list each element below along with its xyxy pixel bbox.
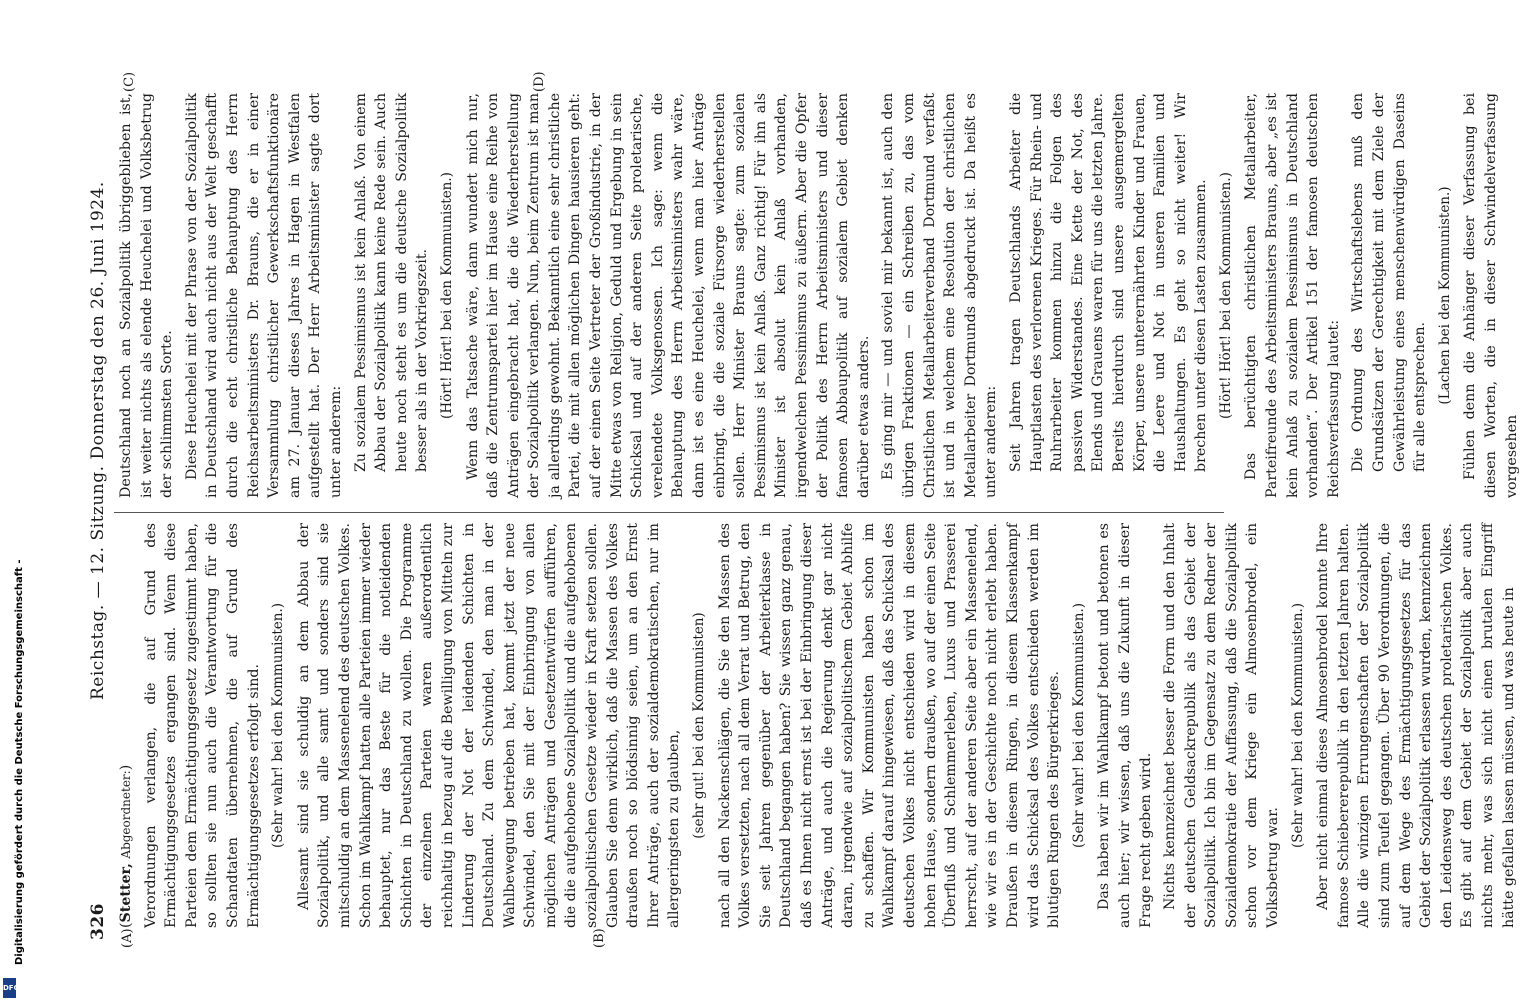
paragraph: Es ging mir — und soviel mir bekannt ist, auch den übrigen Fraktionen — ein Schreiben zu, das vom Christlichen Metallarbeiterverband Dortmund verfaßt ist und in welchem eine Resolution der christlichen Metallarbeiter Dortmunds abgedruckt ist. Da heißt es unter anderem: — [880, 93, 1000, 498]
paragraph: Das berüchtigten christlichen Metallarbeiter, Parteifreunde des Arbeitsministers Brauns, aber „es ist kein Anlaß zu sozialem Pessimismus in Deutschland vorhanden“. Der Artikel 151 der famosen deutschen Reichsverfassung lautet: — [1243, 93, 1342, 498]
interjection: (Sehr wahr! bei den Kommunisten.) — [1070, 602, 1087, 849]
digitization-credit: Digitalisierung gefördert durch die Deutsche Forschungsgemeinschaft - — [14, 559, 25, 965]
left-column — [116, 523, 1517, 928]
paragraph: Verordnungen verlangen, die auf Grund des Ermächtigungsgesetzes ergangen sind. Wenn diese Parteien dem Ermächtigungsgesetz zugestimmt haben, so sollten sie nun auch die Verantwortung für die Schandtaten übernehmen, die auf Grund des Ermächtigungsgesetzes erfolgt sind. — [142, 523, 262, 928]
paragraph: Diese Heuchelei mit der Phrase von der Sozialpolitik in Deutschland wird auch nicht aus der Welt geschafft durch die echt christliche Behauptung des Herrn Reichsarbeitsministers Dr. Brauns, die er in einer Versammlung christlicher Gewerkschaftsfunktionäre am 27. Januar dieses Jahres in Hagen in Westfalen aufgestellt hat. Der Herr Arbeitsminister sagte dort unter anderem: — [183, 93, 344, 498]
right-column — [116, 93, 1520, 498]
margin-marker-a: (A) — [120, 928, 135, 948]
paragraph: Aber nicht einmal dieses Almosenbrodel konnte Ihre famose Schiebererepublik in den letzten Jahren halten. Alle die winzigen Errungenschaften der Sozialpolitik sind zum Teufel gegangen. Über 90 Verordnungen, die auf dem Wege des Ermächtigungsgesetzes für das Gebiet der Sozialpolitik erlassen wurden, kennzeichnen den Leidensweg des deutschen proletarischen Volkes. Es gibt auf dem Gebiet der Sozialpolitik aber auch nichts mehr, was sich nicht einen brutalen Eingriff hätte gefallen lassen müssen, und was heute in — [1315, 523, 1517, 928]
quotation: Die Ordnung des Wirtschaftslebens muß den Grundsätzen der Gerechtigkeit mit dem Ziele der Gewährleistung eines menschenwürdigen Daseins für alle entsprechen. — [1350, 93, 1429, 472]
interjection: (Lachen bei den Kommunisten.) — [1436, 186, 1453, 405]
dfg-logo-icon: DFG — [3, 978, 16, 998]
paragraph: Das haben wir im Wahlkampf betont und betonen es auch hier; wir wissen, daß uns die Zukunft in dieser Frage recht geben wird. — [1096, 523, 1154, 928]
running-title: Reichstag. — 12. Sitzung. Donnerstag den 26. Juni 1924. — [88, 181, 108, 700]
paragraph: Fühlen denn die Anhänger dieser Verfassung bei diesen Worten, die in dieser Schwindelverfassung vorgesehen — [1462, 93, 1520, 498]
paragraph: (Stetter, Abgeordneter:) — [118, 764, 134, 928]
speaker-name: Stetter, — [118, 863, 134, 923]
interjection: (Hört! Hört! bei den Kommunisten.) — [438, 172, 455, 419]
margin-marker-b: (B) — [592, 928, 607, 948]
speaker-role: Abgeordneter: — [119, 770, 133, 859]
interjection: (Sehr wahr! bei den Kommunisten.) — [1289, 602, 1306, 849]
interjection: (Sehr wahr! bei den Kommunisten.) — [270, 602, 287, 849]
paragraph: nach all den Nackenschlägen, die Sie den Massen des Volkes versetzten, nach all dem Verrat und Betrug, den Sie seit Jahren gegenüber der Arbeiterklasse in Deutschland begangen haben? Sie wissen ganz genau, daß es Ihnen nicht ernst ist bei der Einbringung dieser Anträge, und auch die Regierung denkt gar nicht daran, irgendwie auf sozialpolitischem Gebiet Abhilfe zu schaffen. Wir Kommunisten haben schon im Wahlkampf darauf hingewiesen, daß das Schicksal des deutschen Volkes nicht entschieden wird in diesem hohen Hause, sondern draußen, wo auf der einen Seite Überfluß und Schlemmerleben, Luxus und Prasserei herrscht, auf der anderen Seite aber ein Massenelend, wie wir es in der Geschichte noch nicht erlebt haben. Draußen in diesem Ringen, in diesem Klassenkampf wird das Schicksal des Volkes entschieden werden im blutigen Ringen des Bürgerkrieges. — [716, 523, 1063, 928]
paragraph: Allesamt sind sie schuldig an dem Abbau der Sozialpolitik, und alle samt und sonders sind sie mitschuldig an dem Massenelend des deutschen Volkes. Schon im Wahlkampf hatten alle Parteien immer wieder behauptet, nur das Beste für die notleidenden Schichten in Deutschland zu wollen. Die Programme der einzelnen Parteien waren außerordentlich reichhaltig in bezug auf die Bewilligung von Mitteln zur Linderung der Not der leidenden Schichten in Deutschland. Zu dem Schwindel, den man in der Wahlbewegung betrieben hat, kommt jetzt der neue Schwindel, den Sie mit der Einbringung von allen möglichen Anträgen und Gesetzentwürfen aufführen, die die aufgehobene Sozialpolitik und die aufgehobenen sozialpolitischen Gesetze wieder in Kraft setzen sollen. Glauben Sie denn wirklich, daß die Massen des Volkes draußen noch so blödsinnig seien, um an den Ernst Ihrer Anträge, auch der sozialdemokratischen, nur im allergeringsten zu glauben, — [295, 523, 683, 928]
page-header — [80, 70, 114, 950]
quotation: Zu sozialem Pessimismus ist kein Anlaß. Von einem Abbau der Sozialpolitik kann keine Rede sein. Auch heute noch steht es um die deutsche Sozialpolitik besser als in der Vorkriegszeit. — [352, 93, 431, 472]
column-divider — [114, 512, 1224, 513]
paragraph: Deutschland noch an Sozialpolitik übriggeblieben ist, ist weiter nichts als elende Heuchelei und Volksbetrug der schlimmsten Sorte. — [118, 93, 176, 498]
margin-marker-d: (D) — [532, 71, 547, 92]
page-number: 326 — [88, 903, 108, 940]
paragraph: Wenn das Tatsache wäre, dann wundert mich nur, daß die Zentrumspartei hier im Hause eine Reihe von Anträgen eingebracht hat, die die Wiederherstellung der Sozialpolitik verlangen. Nun, beim Zentrum ist man ja allerdings gewohnt. Bekanntlich eine sehr christliche Partei, die mit allen möglichen Dingen hausieren geht: auf der einen Seite Vertreter der Großindustrie, in der Mitte etwas von Religion, Geduld und Ergebung in sein Schicksal und auf der anderen Seite proletarische, verelendete Volksgenossen. Ich sage: wenn die Behauptung des Herrn Arbeitsministers wahr wäre, dann ist es eine Heuchelei, wenn man hier Anträge einbringt, die die soziale Fürsorge wiederherstellen sollen. Herr Minister Brauns sagte: zum sozialen Pessimismus ist kein Anlaß. Ganz richtig! Für ihn als Minister ist absolut kein Anlaß vorhanden, irgendwelchen Pessimismus zu äußern. Aber die Opfer der Politik des Herrn Arbeitsministers und dieser famosen Abbaupolitik auf sozialem Gebiet denken darüber etwas anders. — [464, 93, 872, 498]
interjection: (sehr gut! bei den Kommunisten) — [691, 612, 708, 839]
document-page — [80, 70, 1520, 950]
quotation: Seit Jahren tragen Deutschlands Arbeiter die Hauptlasten des verlorenen Krieges. Für Rhein- und Ruhrarbeiter kommen hinzu die Folgen des passiven Widerstandes. Eine Kette der Not, des Elends und Grauens waren für uns die letzten Jahre. Bereits hierdurch sind unsere ausgemergelten Körper, unsere unterernährten Kinder und Frauen, die Leere und Not in unseren Familien und Haushaltungen. Es geht so nicht weiter! Wir brechen unter diesen Lasten zusammen. — [1007, 93, 1210, 472]
margin-marker-c: (C) — [122, 71, 137, 92]
interjection: (Hört! Hört! bei den Kommunisten.) — [1217, 172, 1234, 419]
paragraph: Nichts kennzeichnet besser die Form und den Inhalt der deutschen Geldsackrepublik als das Gebiet der Sozialpolitik. Ich bin im Gegensatz zu dem Redner der Sozialdemokratie der Auffassung, daß die Sozialpolitik schon vor dem Kriege ein Almosenbrodel, ein Volksbetrug war. — [1162, 523, 1282, 928]
